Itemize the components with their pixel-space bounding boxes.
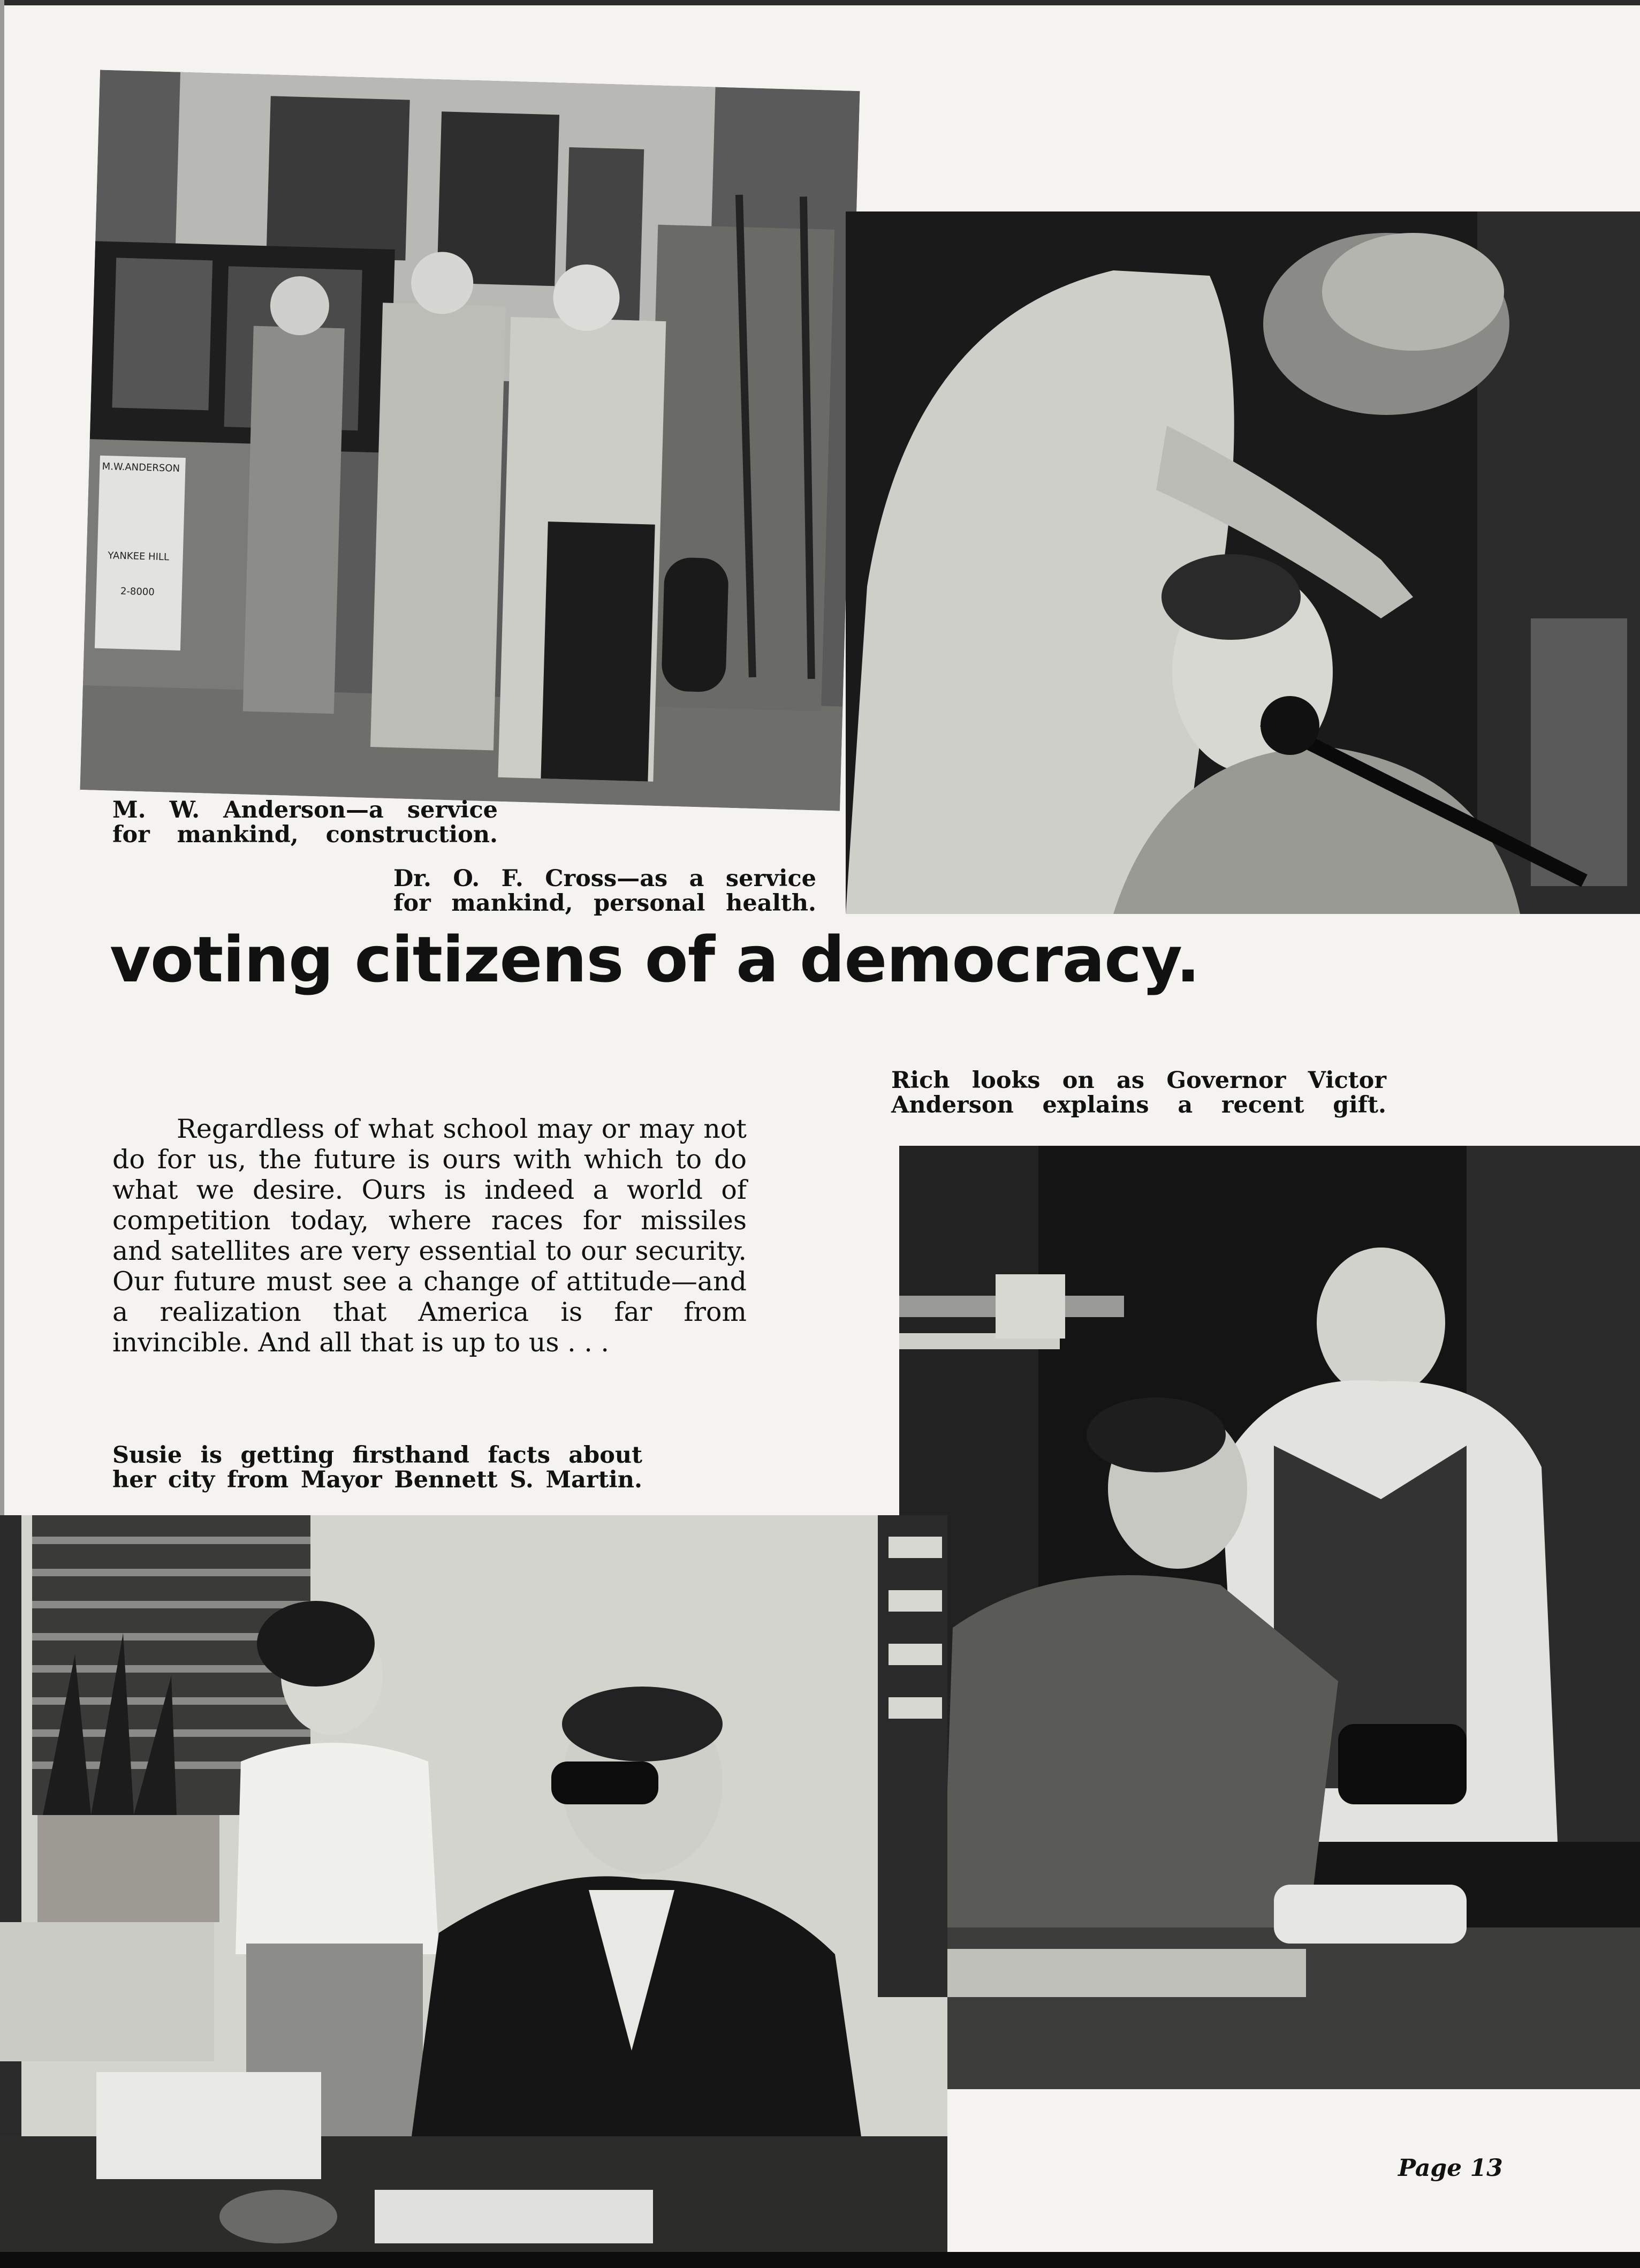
scan-edge-bottom [0, 2252, 1640, 2268]
caption-anderson-line-1: M. W. Anderson—a service [112, 797, 498, 823]
caption-rich [891, 1068, 1386, 1117]
caption-cross-line-1: Dr. O. F. Cross—as a service [393, 865, 816, 892]
page-headline: voting citizens of a democracy. [110, 923, 1200, 996]
caption-anderson-line-2: for mankind, construction. [112, 821, 498, 848]
caption-cross-line-2: for mankind, personal health. [393, 890, 816, 917]
building-sign [97, 460, 181, 600]
photo-governor [899, 1146, 1640, 2089]
caption-anderson [112, 798, 498, 847]
caption-susie-line-1: Susie is getting firsthand facts about [112, 1442, 642, 1469]
photo-construction [80, 70, 860, 811]
sign-line-2: YANKEE HILL [108, 550, 170, 563]
page-number: Page 13 [1398, 2154, 1503, 2182]
caption-rich-line-2: Anderson explains a recent gift. [891, 1092, 1386, 1118]
scan-edge-top [0, 0, 1640, 5]
caption-cross [393, 866, 816, 916]
sign-line-3: 2-8000 [120, 585, 155, 598]
sign-line-1: M.W.ANDERSON [102, 460, 180, 474]
caption-susie-line-2: her city from Mayor Bennett S. Martin. [112, 1466, 642, 1493]
photo-dentist [846, 211, 1640, 914]
body-paragraph: Regardless of what school may or may not do for us, the future is ours with which to do what we desire. Ours is indeed a world of competition today, where races for missiles and satellites are very essential to our security. Our future must see a change of attitude—and a realization that America is far from invincible. And all that is up to us . . . [112, 1114, 747, 1358]
photo-mayor [0, 1515, 947, 2252]
caption-susie [112, 1443, 642, 1492]
caption-rich-line-1: Rich looks on as Governor Victor [891, 1067, 1386, 1094]
